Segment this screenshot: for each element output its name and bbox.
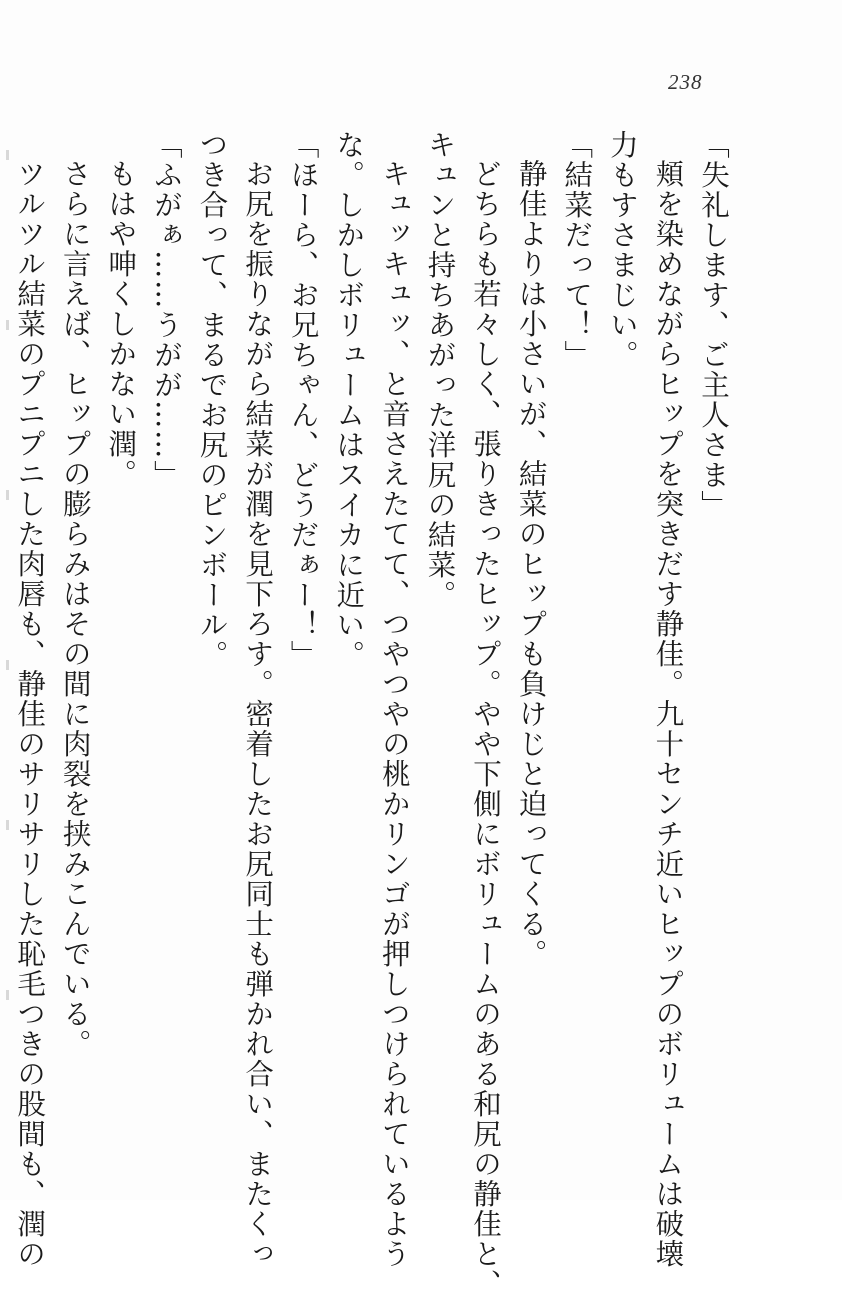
text-line: どちらも若々しく、張りきったヒップ。やや下側にボリュームのある和尻の静佳と、 [469,158,503,1299]
page-edge-mark [6,490,9,500]
text-line: 「失礼します、ご主人さま」 [697,130,730,520]
text-line: お尻を振りながら結菜が潤を見下ろす。密着したお尻同士も弾かれ合い、またくっ [241,158,275,1269]
page-edge-mark [6,660,9,670]
text-line: もはや呻くしかない潤。 [104,158,138,489]
page-edge-mark [6,990,9,1000]
text-line: 「結菜だって！」 [560,130,594,370]
text-line: 「ほーら、お兄ちゃん、どうだぁー！」 [286,130,320,670]
vertical-text-body [0,130,736,1299]
text-line: 頬を染めながらヒップを突きだす静佳。九十センチ近いヒップのボリュームは破壊 [651,158,685,1269]
text-line: 「ふがぁ……うがが……」 [149,130,183,490]
text-line: 力もすさまじい。 [605,130,639,370]
page-edge-mark [6,320,9,330]
page-number: 238 [668,70,703,94]
text-line: 静佳よりは小さいが、結菜のヒップも負けじと迫ってくる。 [514,158,548,969]
text-line: つき合って、まるでお尻のピンボール。 [195,130,229,670]
text-line: さらに言えば、ヒップの膨らみはその間に肉裂を挟みこんでいる。 [58,158,92,1059]
text-line: ツルツル結菜のプニプニした肉唇も、静佳のサリサリした恥毛つきの股間も、潤の [13,158,47,1269]
text-line: な。しかしボリュームはスイカに近い。 [332,130,366,670]
text-line: キュンと持ちあがった洋尻の結菜。 [423,130,457,610]
page-edge-mark [6,150,9,160]
page-edge-mark [6,820,9,830]
text-line: キュッキュッ、と音さえたてて、つやつやの桃かリンゴが押しつけられているよう [377,158,411,1269]
